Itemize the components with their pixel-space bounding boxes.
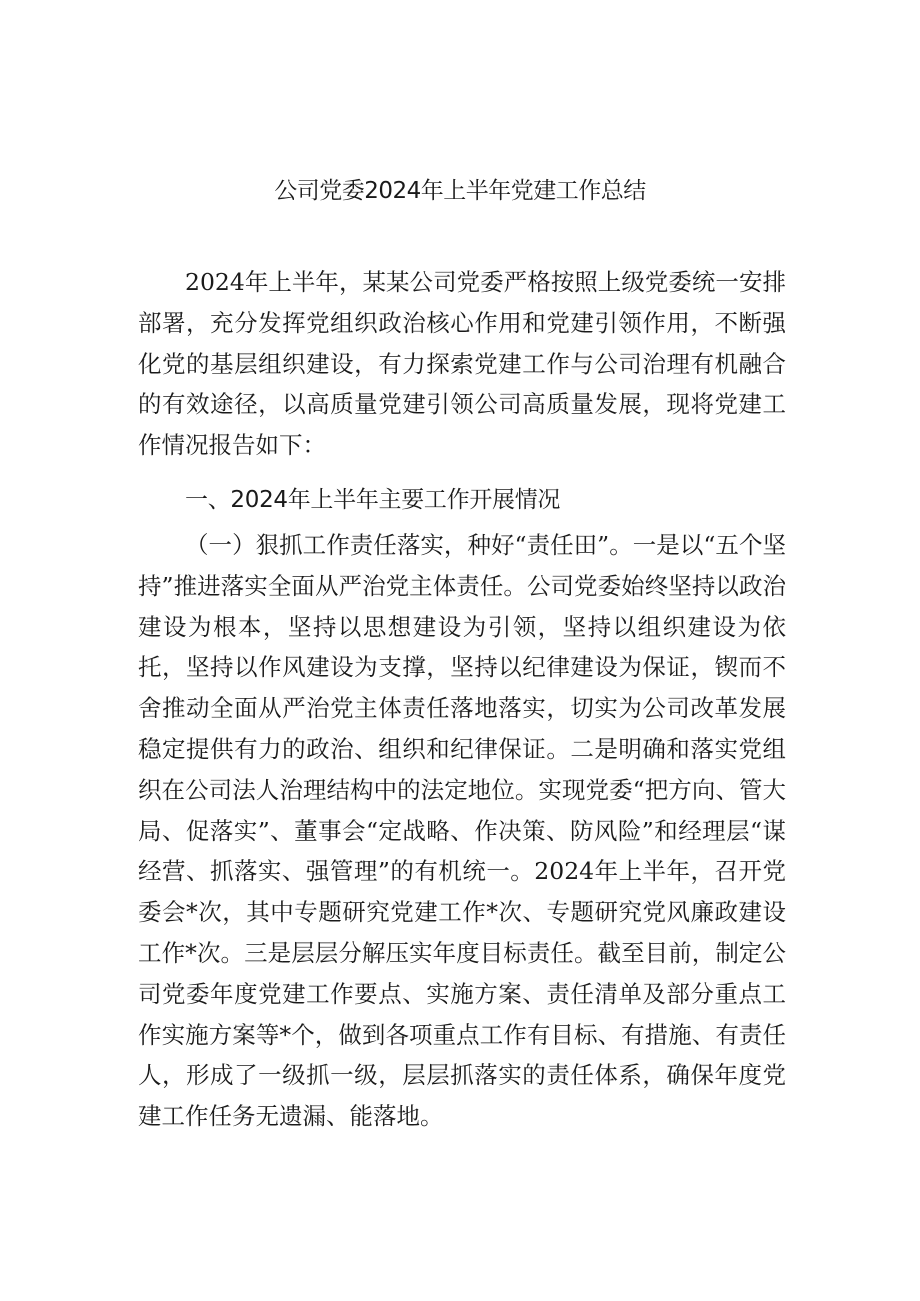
section-paragraph: （一）狠抓工作责任落实，种好“责任田”。一是以“五个坚持”推进落实全面从严治党主体责任。公司党委始终坚持以政治建设为根本，坚持以思想建设为引领，坚持以组织建设为依托，坚持以作风建设为支撑，坚持以纪律建设为保证，锲而不舍推动全面从严治党主体责任落地落实，切实为公司改革发展稳定提供有力的政治、组织和纪律保证。二是明确和落实党组织在公司法人治理结构中的法定地位。实现党委“把方向、管大局、促落实”、董事会“定战略、作决策、防风险”和经理层“谋经营、抓落实、强管理”的有机统一。2024年上半年，召开党委会*次，其中专题研究党建工作*次、专题研究党风廉政建设工作*次。三是层层分解压实年度目标责任。截至目前，制定公司党委年度党建工作要点、实施方案、责任清单及部分重点工作实施方案等*个，做到各项重点工作有目标、有措施、有责任人，形成了一级抓一级，层层抓落实的责任体系，确保年度党建工作任务无遗漏、能落地。 bbox=[138, 531, 786, 1131]
section-heading: 一、2024年上半年主要工作开展情况 bbox=[185, 487, 561, 513]
document-title: 公司党委2024年上半年党建工作总结 bbox=[274, 178, 646, 204]
intro-paragraph: 2024年上半年，某某公司党委严格按照上级党委统一安排部署，充分发挥党组织政治核心作用和党建引领作用，不断强化党的基层组织建设，有力探索党建工作与公司治理有机融合的有效途径，以高质量党建引领公司高质量发展，现将党建工作情况报告如下： bbox=[138, 268, 786, 460]
